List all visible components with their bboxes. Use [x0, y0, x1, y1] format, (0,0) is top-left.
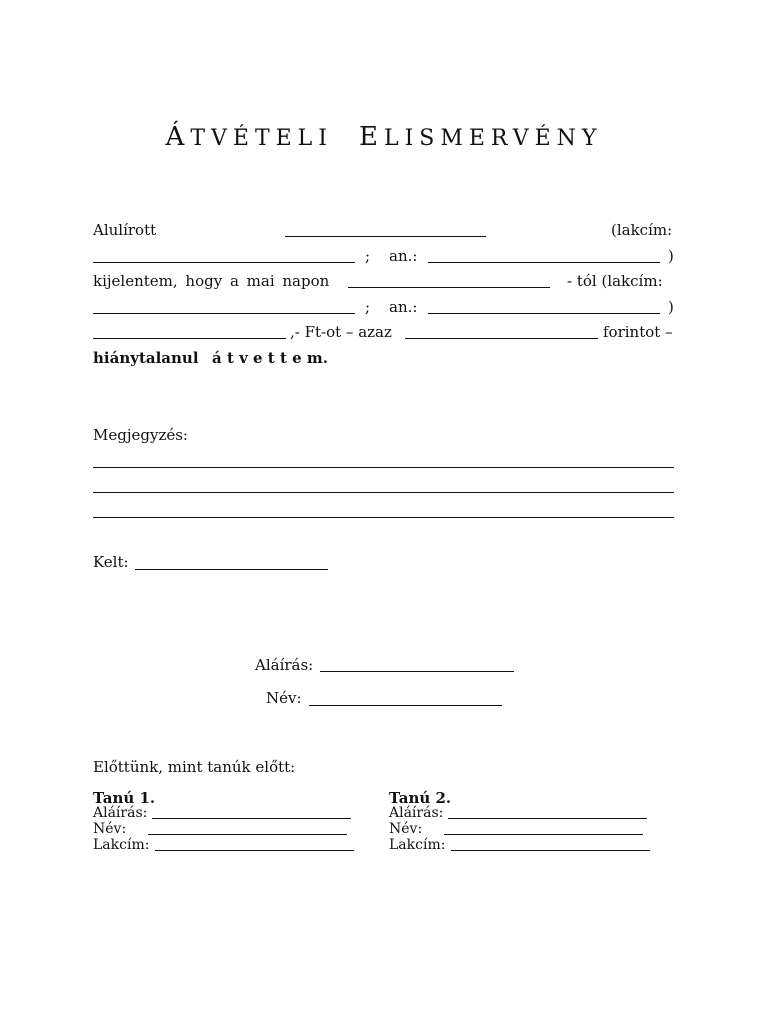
title-initial-1: Á	[165, 122, 191, 152]
giver-name-line[interactable]	[348, 287, 550, 288]
signature-line[interactable]	[320, 671, 514, 672]
ft-azaz-text: ,- Ft-ot – azaz	[290, 323, 392, 341]
amount-number-line[interactable]	[93, 338, 286, 339]
witness1-signature-line[interactable]	[152, 818, 351, 819]
kelt-label: Kelt:	[93, 553, 129, 571]
witness1-name-label: Név:	[93, 821, 127, 837]
mother-name-line-1[interactable]	[428, 262, 660, 263]
megjegyzes-label: Megjegyzés:	[93, 426, 188, 444]
witness1-signature-label: Aláírás:	[93, 805, 148, 821]
witness2-name-line[interactable]	[444, 834, 643, 835]
witness1-address-label: Lakcím:	[93, 837, 150, 853]
an-label-2: an.:	[389, 298, 418, 316]
note-line-3[interactable]	[93, 517, 674, 518]
title-rest-1: TVÉTELI	[190, 126, 333, 151]
address-field-line-1[interactable]	[93, 262, 355, 263]
witness2-title: Tanú 2.	[389, 789, 452, 807]
witness1-title: Tanú 1.	[93, 789, 156, 807]
date-field-line[interactable]	[135, 569, 328, 570]
witness1-name-line[interactable]	[148, 834, 347, 835]
note-line-1[interactable]	[93, 467, 674, 468]
witness2-signature-label: Aláírás:	[389, 805, 444, 821]
witness2-address-label: Lakcím:	[389, 837, 446, 853]
kijelentem-text: kijelentem, hogy a mai napon	[93, 272, 330, 290]
note-line-2[interactable]	[93, 492, 674, 493]
semicolon-1: ;	[365, 247, 371, 265]
lakcim-label-1: (lakcím:	[611, 221, 673, 239]
alulirott-label: Alulírott	[93, 221, 157, 239]
close-paren-1: )	[668, 247, 674, 265]
title-rest-2: LISMERVÉNY	[383, 126, 603, 151]
forintot-text: forintot –	[603, 323, 673, 341]
an-label-1: an.:	[389, 247, 418, 265]
mother-name-line-2[interactable]	[428, 313, 660, 314]
document-title	[0, 122, 768, 152]
hianytalanul-text: hiánytalanul	[93, 349, 199, 367]
name-field-line[interactable]	[285, 236, 486, 237]
witness2-address-line[interactable]	[451, 850, 650, 851]
amount-words-line[interactable]	[405, 338, 598, 339]
witness1-address-line[interactable]	[155, 850, 354, 851]
address-field-line-2[interactable]	[93, 313, 355, 314]
semicolon-2: ;	[365, 298, 371, 316]
tol-lakcim-label: - tól (lakcím:	[567, 272, 663, 290]
witness2-name-label: Név:	[389, 821, 423, 837]
close-paren-2: )	[668, 298, 674, 316]
witness2-signature-line[interactable]	[448, 818, 647, 819]
name-label: Név:	[266, 689, 302, 707]
title-initial-2: E	[358, 122, 384, 152]
signature-label: Aláírás:	[255, 656, 314, 674]
witnesses-intro: Előttünk, mint tanúk előtt:	[93, 758, 296, 776]
printed-name-line[interactable]	[309, 705, 502, 706]
atvettem-text: á t v e t t e m.	[212, 349, 328, 367]
